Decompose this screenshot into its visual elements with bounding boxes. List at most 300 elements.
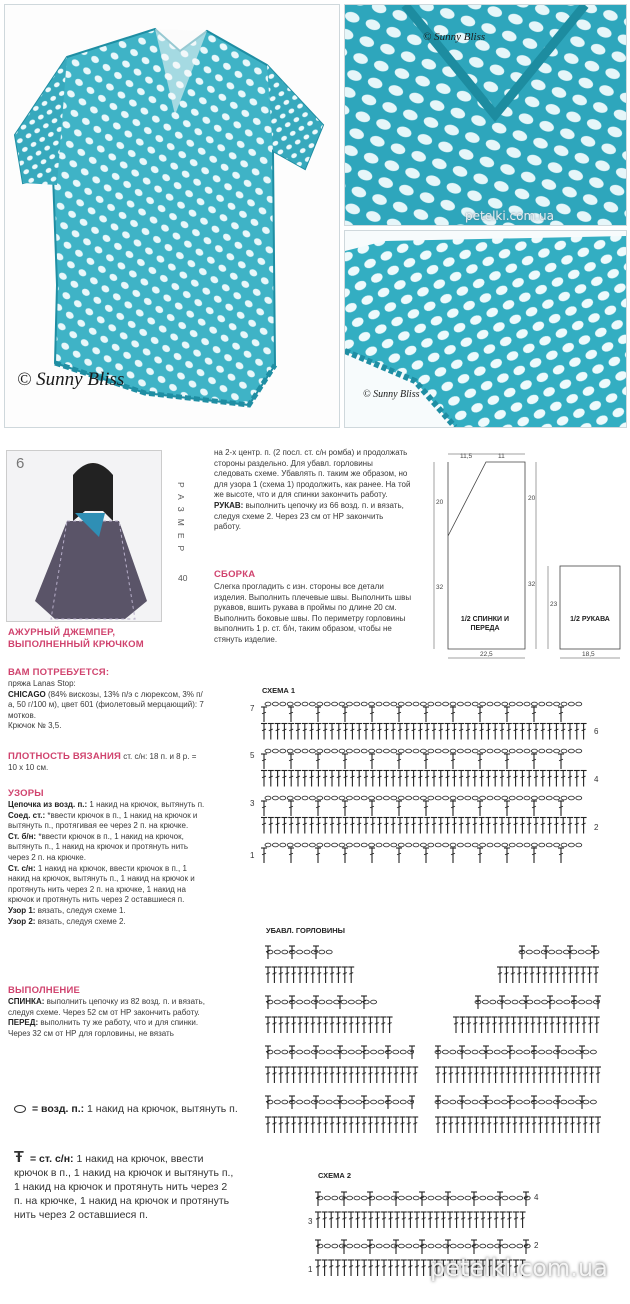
dc-stitch-icon bbox=[483, 1096, 489, 1109]
dc-stitch-icon bbox=[582, 1067, 588, 1083]
dc-stitch-icon bbox=[493, 1067, 499, 1083]
dc-stitch-icon bbox=[499, 771, 505, 787]
dc-stitch-icon bbox=[380, 1117, 386, 1133]
dc-stitch-icon bbox=[355, 1067, 361, 1083]
slip-label: Соед. ст.: bbox=[8, 810, 46, 820]
dc-stitch-icon bbox=[421, 1212, 427, 1228]
chain-stitch-icon bbox=[465, 1244, 471, 1248]
dc-stitch-icon bbox=[589, 1067, 595, 1083]
chain-stitch-icon bbox=[391, 796, 397, 800]
row-number: 4 bbox=[594, 775, 599, 784]
chain-stitch-icon bbox=[280, 749, 286, 753]
chain-stitch-icon bbox=[302, 843, 308, 847]
dc-stitch-icon bbox=[519, 818, 525, 834]
legend-dc bbox=[14, 1151, 238, 1222]
chain-stitch-icon bbox=[443, 749, 449, 753]
continuation-text bbox=[214, 448, 412, 533]
dc-stitch-icon bbox=[390, 818, 396, 834]
dc-stitch-icon bbox=[550, 1117, 556, 1133]
chain-stitch-icon bbox=[274, 1000, 280, 1004]
dc-stitch-icon bbox=[302, 724, 308, 740]
assembly-text: Слегка прогладить с изн. стороны все детали изделия. Выполнить плечевые швы. Выполнить швы рукавов, вшить рукава в проймы по длине 20 см. Выполнить боковые швы. По периметру горловины выполнить 1 р. ст. б/н, таким образом, чтобы не стянуть изделие. bbox=[214, 582, 412, 644]
dc-stitch-icon bbox=[414, 1212, 420, 1228]
dc-stitch-icon bbox=[393, 1067, 399, 1083]
dc-stitch-icon bbox=[504, 801, 510, 816]
dc-stitch-icon bbox=[303, 1017, 309, 1033]
dc-stitch-icon bbox=[289, 1046, 295, 1059]
dc-stitch-icon bbox=[465, 818, 471, 834]
dc-stitch-icon bbox=[342, 754, 348, 769]
chain-stitch-icon bbox=[304, 950, 310, 954]
dc-stitch-icon bbox=[450, 707, 456, 722]
dc-stitch-icon bbox=[506, 771, 512, 787]
chain-stitch-icon bbox=[319, 1100, 325, 1104]
dc-stitch-icon bbox=[472, 818, 478, 834]
dc-stitch-icon bbox=[374, 1212, 380, 1228]
chain-stitch-icon bbox=[450, 796, 456, 800]
dc-stitch-icon bbox=[315, 771, 321, 787]
dc-stitch-icon bbox=[450, 754, 456, 769]
chain-stitch-icon bbox=[561, 702, 567, 706]
chain-stitch-icon bbox=[383, 843, 389, 847]
dc-stitch-icon bbox=[531, 848, 537, 863]
dc-stitch-icon bbox=[557, 1117, 563, 1133]
dc-stitch-icon bbox=[435, 1046, 441, 1059]
dc-stitch-icon bbox=[558, 707, 564, 722]
front-label: ПЕРЕД: bbox=[8, 1018, 39, 1028]
chain-stitch-icon bbox=[265, 702, 271, 706]
dc-stitch-icon bbox=[401, 1260, 407, 1276]
dc-stitch-icon bbox=[329, 1117, 335, 1133]
dc-stitch-icon bbox=[335, 1017, 341, 1033]
dc-stitch-icon bbox=[569, 1117, 575, 1133]
chain-stitch-icon bbox=[371, 1000, 377, 1004]
chain-stitch-icon bbox=[295, 796, 301, 800]
dc-stitch-icon bbox=[303, 1067, 309, 1083]
chain-stitch-icon bbox=[282, 950, 288, 954]
chain-stitch-icon bbox=[326, 1100, 332, 1104]
dc-stitch-icon bbox=[423, 707, 429, 722]
chain-stitch-icon bbox=[295, 843, 301, 847]
chain-stitch-icon bbox=[282, 1000, 288, 1004]
chain-stitch-icon bbox=[579, 1000, 585, 1004]
dc-stitch-icon bbox=[361, 1117, 367, 1133]
dc-stitch-icon bbox=[518, 1117, 524, 1133]
dc-stitch-icon bbox=[424, 724, 430, 740]
dc-stitch-icon bbox=[523, 996, 529, 1009]
dc-stitch-icon bbox=[576, 1067, 582, 1083]
dc-stitch-icon bbox=[581, 818, 587, 834]
chain-stitch-icon bbox=[487, 702, 493, 706]
pattern2-text: вязать, следуя схеме 2. bbox=[35, 916, 126, 926]
chain-stitch-icon bbox=[413, 843, 419, 847]
dc-stitch-icon bbox=[450, 801, 456, 816]
dc-stitch-icon bbox=[396, 754, 402, 769]
dc-stitch-icon bbox=[289, 996, 295, 1009]
dc-stitch-icon bbox=[587, 967, 593, 983]
dim-top-right: 11 bbox=[498, 453, 505, 460]
chain-stitch-icon bbox=[450, 1196, 456, 1200]
chain-stitch-icon bbox=[297, 1000, 303, 1004]
dc-stitch-icon bbox=[288, 848, 294, 863]
dc-stitch-icon bbox=[581, 771, 587, 787]
dc-stitch-icon bbox=[567, 771, 573, 787]
chain-stitch-icon bbox=[369, 843, 375, 847]
chain-stitch-icon bbox=[480, 796, 486, 800]
density-header: ПЛОТНОСТЬ ВЯЗАНИЯ bbox=[8, 751, 122, 762]
dc-stitch-icon bbox=[535, 967, 541, 983]
chain-stitch-icon bbox=[391, 702, 397, 706]
dc-stitch-icon bbox=[483, 1046, 489, 1059]
chain-stitch-icon bbox=[450, 749, 456, 753]
dc-stitch-icon bbox=[261, 818, 267, 834]
dc-stitch-icon bbox=[265, 996, 271, 1009]
dc-stitch-icon bbox=[477, 707, 483, 722]
chain-stitch-icon bbox=[490, 1000, 496, 1004]
chain-stitch-icon bbox=[465, 1196, 471, 1200]
row-number: 1 bbox=[250, 851, 255, 860]
dc-stitch-icon bbox=[558, 754, 564, 769]
dc-stitch-icon bbox=[498, 1017, 504, 1033]
dc-stitch-icon bbox=[388, 1260, 394, 1276]
site-watermark-bottom: petelki.com.ua bbox=[430, 1254, 608, 1282]
chain-stitch-icon bbox=[561, 1100, 567, 1104]
chain-stitch-icon bbox=[568, 702, 574, 706]
dc-stitch-icon bbox=[513, 771, 519, 787]
dc-stitch-icon bbox=[310, 967, 316, 983]
dc-stitch-icon bbox=[472, 1017, 478, 1033]
dc-stitch-icon bbox=[335, 1117, 341, 1133]
dc-stitch-icon bbox=[504, 707, 510, 722]
chain-stitch-icon bbox=[494, 796, 500, 800]
dc-stitch-icon bbox=[447, 1212, 453, 1228]
dc-stitch-icon bbox=[472, 771, 478, 787]
dc-stitch-icon bbox=[479, 818, 485, 834]
sc-text: *ввести крючок в п., 1 накид на крючок, вытянуть п., 1 накид на крючок и протянуть нить через 2 п. на крючке. bbox=[8, 831, 189, 862]
dc-stitch-icon bbox=[387, 1117, 393, 1133]
dc-stitch-icon bbox=[497, 967, 503, 983]
dc-stitch-icon bbox=[580, 967, 586, 983]
dc-stitch-icon bbox=[368, 1260, 374, 1276]
chain-stitch-icon bbox=[347, 1244, 353, 1248]
chain-stitch-icon bbox=[531, 843, 537, 847]
chain-stitch-icon bbox=[272, 749, 278, 753]
chain-stitch-icon bbox=[339, 702, 345, 706]
dc-stitch-icon bbox=[540, 724, 546, 740]
dc-stitch-icon bbox=[356, 771, 362, 787]
legend-chain bbox=[14, 1102, 238, 1116]
dc-stitch-icon bbox=[295, 818, 301, 834]
dc-stitch-icon bbox=[313, 1046, 319, 1059]
chain-stitch-icon bbox=[568, 843, 574, 847]
dc-stitch-icon bbox=[448, 1117, 454, 1133]
chain-stitch-icon bbox=[384, 1244, 390, 1248]
chain-stitch-icon bbox=[371, 1050, 377, 1054]
chain-stitch-icon bbox=[502, 1100, 508, 1104]
chain-stitch-icon bbox=[295, 702, 301, 706]
chain-stitch-icon bbox=[505, 1000, 511, 1004]
dc-stitch-icon bbox=[291, 1067, 297, 1083]
dc-stitch-icon bbox=[568, 1017, 574, 1033]
row-number: 6 bbox=[594, 727, 599, 736]
chain-stitch-icon bbox=[371, 1100, 377, 1104]
chain-stitch-icon bbox=[428, 1244, 434, 1248]
closeup-neckline-photo bbox=[344, 4, 627, 226]
dc-stitch-icon bbox=[310, 1067, 316, 1083]
chain-stitch-icon bbox=[265, 749, 271, 753]
dc-stitch-icon bbox=[313, 946, 319, 959]
dc-stitch-icon bbox=[374, 1260, 380, 1276]
dc-stitch-icon bbox=[361, 1017, 367, 1033]
chain-stitch-icon bbox=[346, 843, 352, 847]
dc-stitch-icon bbox=[471, 1192, 477, 1206]
dc-stitch-icon bbox=[337, 1096, 343, 1109]
dc-stitch-icon bbox=[297, 1067, 303, 1083]
dc-stitch-icon bbox=[499, 818, 505, 834]
dc-stitch-icon bbox=[396, 848, 402, 863]
chain-stitch-icon bbox=[502, 1050, 508, 1054]
dc-stitch-icon bbox=[526, 724, 532, 740]
dc-stitch-icon bbox=[265, 967, 271, 983]
chain-stitch-icon bbox=[442, 1050, 448, 1054]
dc-stitch-icon bbox=[417, 818, 423, 834]
dc-stitch-icon bbox=[537, 1067, 543, 1083]
dc-stitch-icon bbox=[518, 1067, 524, 1083]
dc-symbol-icon: Ŧ bbox=[14, 1149, 24, 1166]
chain-stitch-icon bbox=[516, 1100, 522, 1104]
dc-stitch-icon bbox=[341, 1192, 347, 1206]
dc-stitch-icon bbox=[438, 818, 444, 834]
chain-stitch-icon bbox=[524, 796, 530, 800]
dc-stitch-icon bbox=[336, 818, 342, 834]
dim-left-top: 20 bbox=[436, 499, 444, 506]
dc-stitch-icon bbox=[342, 1117, 348, 1133]
dc-stitch-icon bbox=[265, 1096, 271, 1109]
dc-stitch-icon bbox=[540, 818, 546, 834]
dc-stitch-icon bbox=[393, 1117, 399, 1133]
dc-stitch-icon bbox=[297, 1017, 303, 1033]
density-value: ст. с/н: 18 п. и 8 р. = 10 х 10 см. bbox=[8, 752, 197, 772]
chain-stitch-icon bbox=[354, 796, 360, 800]
chain-stitch-icon bbox=[406, 749, 412, 753]
chain-stitch-icon bbox=[435, 749, 441, 753]
chain-stitch-icon bbox=[356, 1100, 362, 1104]
dc-stitch-icon bbox=[506, 724, 512, 740]
dc-stitch-icon bbox=[450, 848, 456, 863]
chain-stitch-icon bbox=[428, 1196, 434, 1200]
dc-stitch-icon bbox=[419, 1240, 425, 1254]
dc-stitch-icon bbox=[361, 1212, 367, 1228]
dc-stitch-icon bbox=[480, 1067, 486, 1083]
dc-stitch-icon bbox=[328, 1260, 334, 1276]
dc-stitch-icon bbox=[284, 1067, 290, 1083]
dc-stitch-icon bbox=[370, 771, 376, 787]
dc-stitch-icon bbox=[271, 967, 277, 983]
chain-stitch-icon bbox=[546, 843, 552, 847]
chain-stitch-icon bbox=[326, 1050, 332, 1054]
dc-stitch-icon bbox=[523, 1017, 529, 1033]
dc-stitch-icon bbox=[383, 724, 389, 740]
dc-stitch-icon bbox=[589, 1117, 595, 1133]
dc-stitch-icon bbox=[342, 1017, 348, 1033]
dc-stitch-icon bbox=[448, 1067, 454, 1083]
dc-stitch-icon bbox=[261, 707, 267, 722]
dc-stitch-icon bbox=[441, 1117, 447, 1133]
dc-stitch-icon bbox=[309, 724, 315, 740]
patterns-text bbox=[8, 800, 206, 927]
dc-stitch-icon bbox=[434, 1212, 440, 1228]
dc-stitch-icon bbox=[503, 967, 509, 983]
chain-stitch-icon bbox=[413, 702, 419, 706]
dc-stitch-icon bbox=[381, 1212, 387, 1228]
chain-stitch-icon bbox=[487, 843, 493, 847]
chain-stitch-icon bbox=[428, 702, 434, 706]
dc-stitch-icon bbox=[397, 771, 403, 787]
dc-stitch-icon bbox=[533, 818, 539, 834]
dc-stitch-icon bbox=[336, 771, 342, 787]
dc-stitch-icon bbox=[561, 967, 567, 983]
dc-stitch-icon bbox=[575, 1017, 581, 1033]
dc-stitch-icon bbox=[343, 724, 349, 740]
chain-stitch-icon bbox=[487, 749, 493, 753]
dc-stitch-icon bbox=[265, 1046, 271, 1059]
dc-stitch-icon bbox=[438, 724, 444, 740]
chain-stitch-icon bbox=[509, 702, 515, 706]
dc-stitch-icon bbox=[315, 1212, 321, 1228]
chain-stitch-icon bbox=[302, 702, 308, 706]
dc-stitch-icon bbox=[377, 724, 383, 740]
chain-stitch-icon bbox=[297, 950, 303, 954]
dc-stitch-icon bbox=[543, 1017, 549, 1033]
front-text: выполнить ту же работу, что и для спинки. Через 32 см от НР для горловины, не вязать bbox=[8, 1018, 199, 1038]
dc-stitch-icon bbox=[563, 1067, 569, 1083]
dc-label: Ст. с/н: bbox=[8, 863, 36, 873]
dc-stitch-icon bbox=[348, 1067, 354, 1083]
dc-stitch-icon bbox=[271, 1117, 277, 1133]
chain-stitch-icon bbox=[319, 1050, 325, 1054]
chain-stitch-icon bbox=[531, 702, 537, 706]
dc-stitch-icon bbox=[396, 801, 402, 816]
dc-stitch-icon bbox=[479, 724, 485, 740]
dc-stitch-icon bbox=[423, 754, 429, 769]
dc-stitch-icon bbox=[423, 848, 429, 863]
dc-stitch-icon bbox=[265, 1017, 271, 1033]
neckline-instructions: на 2-х центр. п. (2 посл. ст. с/н ромба) и продолжать стороны раздельно. Для убавл. горловины следовать схеме. Убавлять п. таким же образом, но для узора 1 (схема 1) продолжить, как ранее. На той же высоте, что и для спинки закончить работу. bbox=[214, 448, 411, 500]
dc-stitch-icon bbox=[348, 1017, 354, 1033]
dc-stitch-icon bbox=[295, 771, 301, 787]
dc-stitch-icon bbox=[380, 1017, 386, 1033]
dc-stitch-icon bbox=[341, 1212, 347, 1228]
dc-stitch-icon bbox=[517, 1017, 523, 1033]
chain-stitch-icon bbox=[287, 702, 293, 706]
dc-stitch-icon bbox=[512, 1067, 518, 1083]
dc-stitch-icon bbox=[356, 818, 362, 834]
dc-stitch-icon bbox=[595, 1067, 601, 1083]
dc-stitch-icon bbox=[409, 1046, 415, 1059]
chain-stitch-icon bbox=[376, 702, 382, 706]
chain-stitch-icon bbox=[376, 749, 382, 753]
chain-stitch-icon bbox=[376, 843, 382, 847]
chain-stitch-icon bbox=[274, 1050, 280, 1054]
row-number: 7 bbox=[250, 704, 255, 713]
dc-stitch-icon bbox=[315, 818, 321, 834]
dc-stitch-icon bbox=[335, 1067, 341, 1083]
dc-stitch-icon bbox=[562, 1017, 568, 1033]
dc-stitch-icon bbox=[533, 771, 539, 787]
dc-stitch-icon bbox=[387, 1067, 393, 1083]
dc-stitch-icon bbox=[381, 1260, 387, 1276]
chain-stitch-icon bbox=[517, 749, 523, 753]
article-number: 6 bbox=[16, 455, 25, 472]
scheme2-title: СХЕМА 2 bbox=[318, 1171, 352, 1180]
chain-stitch-icon bbox=[361, 702, 367, 706]
chain-stitch-icon bbox=[413, 1244, 419, 1248]
dc-stitch-icon bbox=[367, 1017, 373, 1033]
article-title: АЖУРНЫЙ ДЖЕМПЕР, ВЫПОЛНЕННЫЙ КРЮЧКОМ bbox=[8, 627, 144, 650]
dc-stitch-icon bbox=[536, 1017, 542, 1033]
dc-stitch-icon bbox=[576, 1117, 582, 1133]
dc-stitch-icon bbox=[322, 818, 328, 834]
chain-stitch-icon bbox=[324, 1196, 330, 1200]
chain-stitch-icon bbox=[346, 749, 352, 753]
chain-stitch-icon bbox=[480, 1244, 486, 1248]
dc-stitch-icon bbox=[531, 801, 537, 816]
chain-stitch-icon bbox=[332, 702, 338, 706]
chain-stitch-icon bbox=[406, 796, 412, 800]
dc-stitch-icon bbox=[438, 771, 444, 787]
dc-stitch-icon bbox=[531, 707, 537, 722]
chain-stitch-icon bbox=[531, 796, 537, 800]
chain-stitch-icon bbox=[287, 749, 293, 753]
dc-stitch-icon bbox=[383, 771, 389, 787]
dc-stitch-icon bbox=[284, 1117, 290, 1133]
neck-decrease-chart bbox=[258, 934, 608, 1154]
dc-stitch-icon bbox=[268, 818, 274, 834]
chain-stitch-icon bbox=[332, 843, 338, 847]
dc-stitch-icon bbox=[369, 707, 375, 722]
chain-stitch-icon bbox=[309, 702, 315, 706]
chain-stitch-icon bbox=[465, 749, 471, 753]
sleeve-part-label: 1/2 РУКАВА bbox=[570, 616, 610, 623]
dc-stitch-icon bbox=[571, 996, 577, 1009]
chain-stitch-icon bbox=[524, 843, 530, 847]
dc-stitch-icon bbox=[424, 771, 430, 787]
dc-stitch-icon bbox=[289, 1096, 295, 1109]
dc-stitch-icon bbox=[404, 771, 410, 787]
dc-stitch-icon bbox=[377, 818, 383, 834]
dc-stitch-icon bbox=[288, 771, 294, 787]
dc-stitch-icon bbox=[513, 724, 519, 740]
dc-stitch-icon bbox=[310, 1017, 316, 1033]
chain-stitch-icon bbox=[326, 1000, 332, 1004]
dc-stitch-icon bbox=[409, 1096, 415, 1109]
dc-stitch-icon bbox=[297, 1117, 303, 1133]
chain-stitch-icon bbox=[319, 1000, 325, 1004]
dc-stitch-icon bbox=[316, 1067, 322, 1083]
dc-stitch-icon bbox=[459, 1096, 465, 1109]
chain-stitch-icon bbox=[304, 1000, 310, 1004]
dc-stitch-icon bbox=[411, 724, 417, 740]
dc-stitch-icon bbox=[278, 967, 284, 983]
dc-stitch-icon bbox=[315, 801, 321, 816]
chain-stitch-icon bbox=[546, 1100, 552, 1104]
dc-stitch-icon bbox=[574, 967, 580, 983]
chain-stitch-icon bbox=[317, 843, 323, 847]
chain-stitch-icon bbox=[398, 843, 404, 847]
dc-stitch-icon bbox=[479, 1017, 485, 1033]
dc-stitch-icon bbox=[493, 1117, 499, 1133]
dc-stitch-icon bbox=[531, 1046, 537, 1059]
